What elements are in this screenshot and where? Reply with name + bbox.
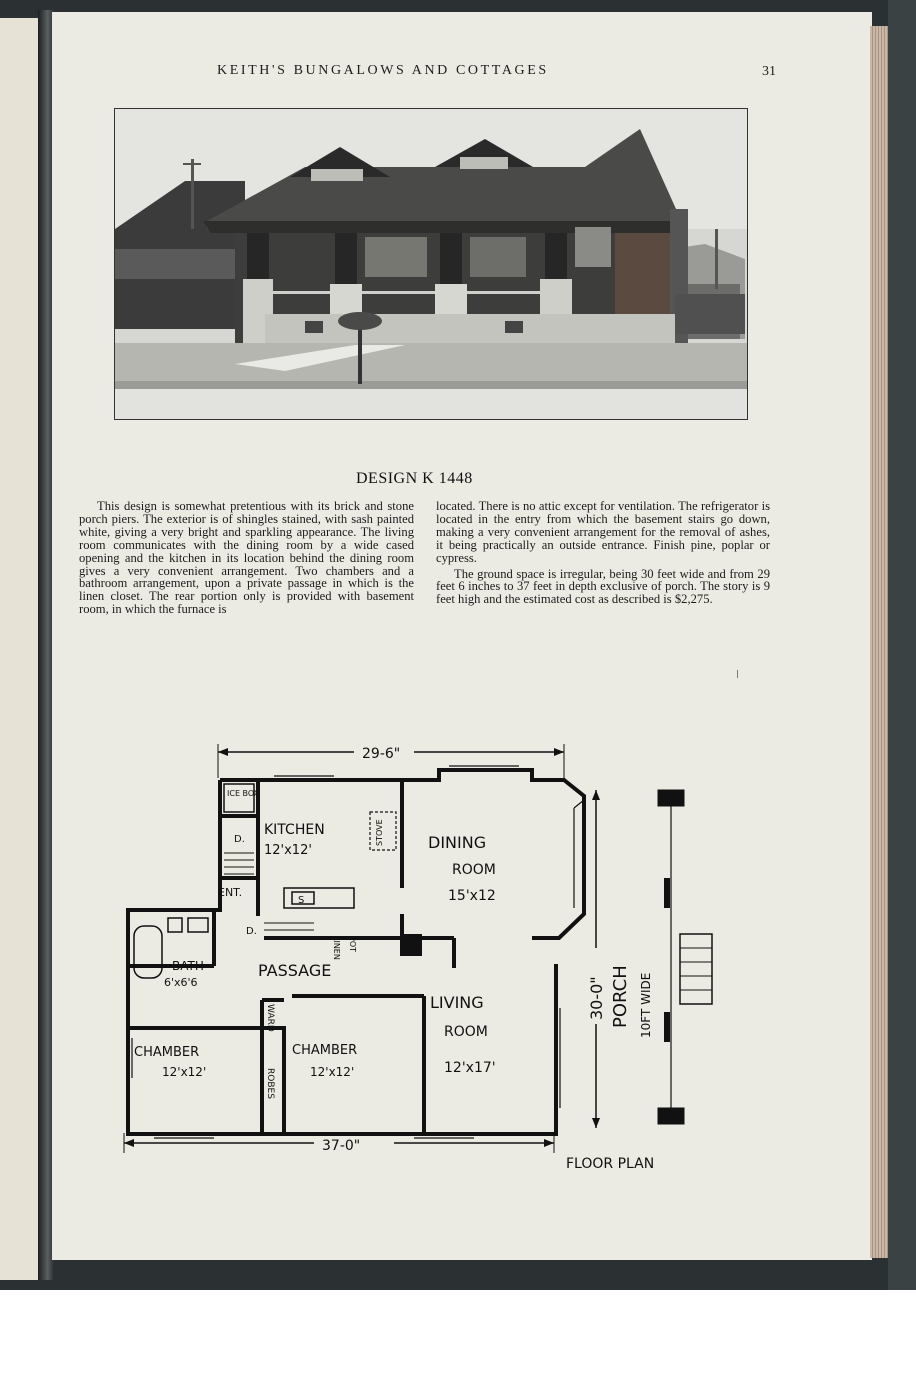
living-room-label: ROOM [444,1024,488,1040]
bungalow-photo [114,108,748,420]
description-paragraph: This design is somewhat pretentious with its brick and stone porch piers. The exterior is of shingles stained, with sash painted white, giving a very bright and sparkling appearance. The living room communicates with the dining room by a wide cased opening and the kitchen in its location behind the dining room gives a very convenient arrangement. Two chambers and a bathroom arrangement, upon a private passage in which is the linen closet. The rear portion only is provided with basement room, in which the furnace is [79,499,414,617]
book-cover-edge [888,0,916,1290]
chamber-mid-label: CHAMBER [292,1043,358,1058]
facing-page-edge [0,18,41,1280]
description-paragraph-continued: located. There is no attic except for ventilation. The refrigerator is located in the entry from which the basement stairs go down, making a very convenient arrangement for the removal of ashes, it being practically an outside entrance. Finish pine, poplar or cypress. [436,499,770,565]
dim-top: 29-6" [362,746,401,762]
print-mark [737,670,738,678]
porch [658,790,712,1124]
page-stack-edge [870,26,888,1258]
dining-size: 15'x12 [448,888,496,904]
bath-label: BATH [172,959,204,973]
dining-room-label: ROOM [452,862,496,878]
chamber-left-label: CHAMBER [134,1045,200,1060]
passage-label: PASSAGE [258,961,332,980]
wardrobe-label: WARD [265,1004,275,1032]
ice-box-label: ICE BOX [227,789,260,798]
stove-label: STOVE [375,819,384,846]
pot-label: POT [348,936,357,953]
porch-label: PORCH [610,965,631,1028]
robes-label: ROBES [265,1068,275,1099]
floor-plan-label: FLOOR PLAN [566,1156,655,1172]
description-left-column [79,500,414,616]
chamber-mid-size: 12'x12' [310,1065,355,1079]
bathtub [134,926,162,978]
bath-size: 6'x6'6 [164,976,198,989]
kitchen-label: KITCHEN [264,822,325,838]
dining-label: DINING [428,833,487,852]
chamber-left-size: 12'x12' [162,1065,207,1079]
page-number: 31 [762,64,776,79]
door-label-upper: D. [234,834,245,845]
chimney [400,934,422,956]
entry-label: ENT. [218,886,243,899]
living-size: 12'x17' [444,1060,496,1076]
door-label-lower: D. [246,926,257,937]
living-label: LIVING [430,993,484,1012]
running-header: KEITH'S BUNGALOWS AND COTTAGES [217,63,549,78]
design-title: DESIGN K 1448 [356,470,473,487]
dim-porch: 30-0" [587,976,606,1020]
floor-plan [114,738,734,1178]
dim-bottom: 37-0" [322,1138,361,1154]
description-right-column [436,500,770,606]
linen-label: LINEN [332,936,341,960]
kitchen-size: 12'x12' [264,843,312,858]
sink-label: S [298,895,305,906]
description-paragraph-cost: The ground space is irregular, being 30 feet wide and from 29 feet 6 inches to 37 feet in depth exclusive of porch. The story is 9 feet high and the estimated cost as described is $2,275. [436,566,770,607]
porch-width-label: 10FT WIDE [639,972,653,1038]
